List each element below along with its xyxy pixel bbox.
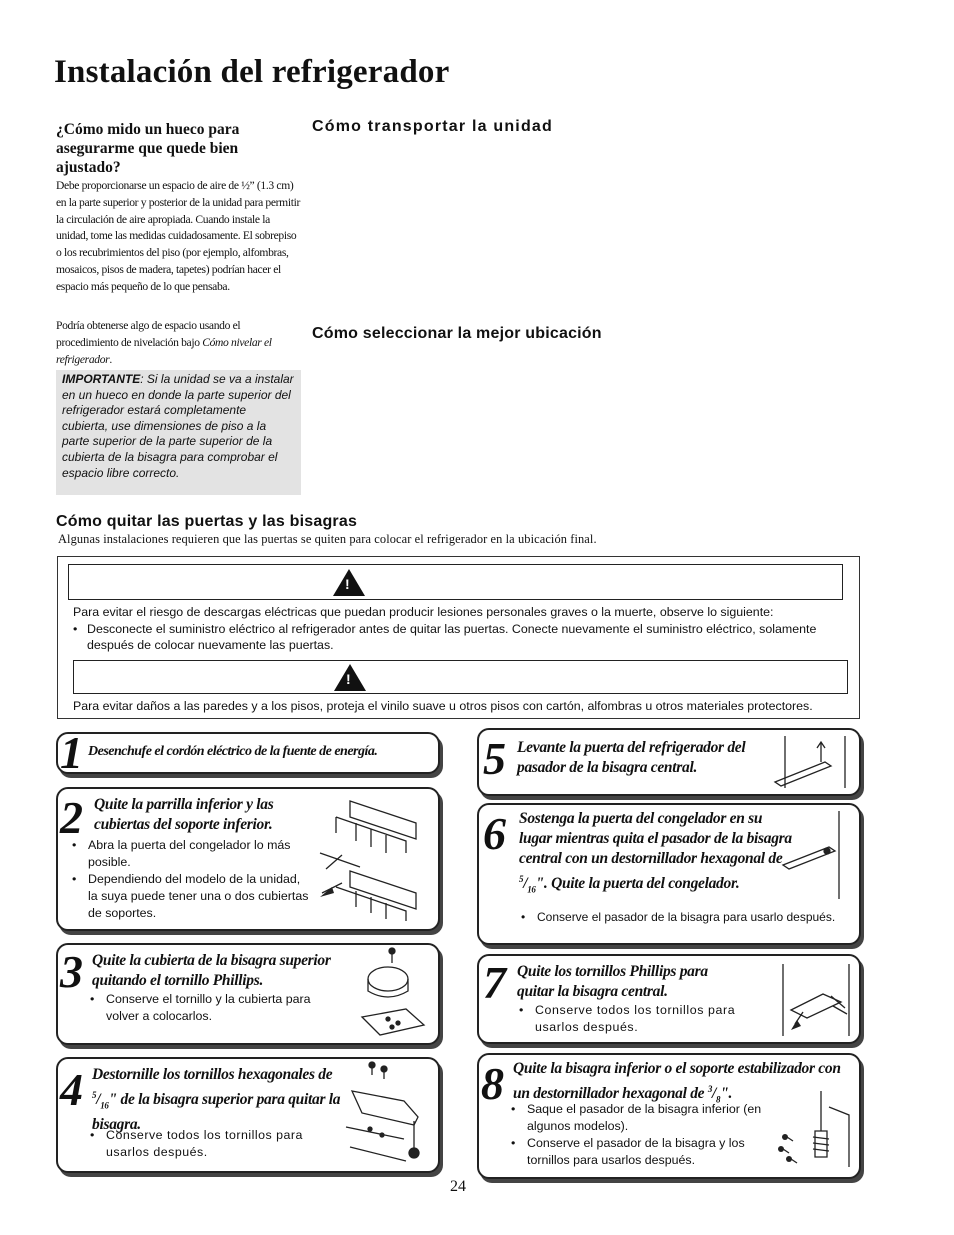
bullet-glyph: •: [73, 622, 78, 636]
caution-header-bar: [73, 660, 848, 694]
list-item: • Conserve el tornillo y la cubierta para volver a colocarlos.: [88, 991, 328, 1025]
step-bullets: [519, 909, 839, 925]
step-7: [477, 954, 861, 1044]
step-1: [56, 727, 440, 778]
step-title-text: ". Quite la puerta del congelador.: [535, 875, 740, 893]
fraction-numerator: 5: [92, 1090, 97, 1100]
step-number: 6: [483, 808, 506, 859]
measure-paragraph-2-text: Podría obtenerse algo de espacio usando el procedimiento de nivelación bajo: [56, 319, 241, 349]
fraction-denominator: 8: [716, 1094, 721, 1105]
step-number: 4: [60, 1064, 83, 1115]
step-title: Desenchufe el cordón eléctrico de la fuente de energía.: [88, 744, 378, 759]
measure-heading: ¿Cómo mido un hueco para asegurarme que quede bien ajustado?: [56, 121, 240, 176]
step-number: 2: [60, 792, 83, 843]
step-5: [477, 728, 861, 796]
center-hinge-screws-illustration: [773, 960, 855, 1038]
fraction-denominator: 16: [100, 1100, 109, 1111]
warning-box: [57, 556, 860, 719]
warning-bullet-text: Desconecte el suministro eléctrico al refrigerador antes de quitar las puertas. Conecte nuevamente el suministro eléctrico, solamente después de colocar nuevamente las puertas.: [87, 622, 817, 652]
step-title: Quite la cubierta de la bisagra superior quitando el tornillo Phillips.: [92, 952, 331, 989]
measure-paragraph-2-end: .: [109, 352, 112, 366]
list-item: • Conserve todos los tornillos para usarlos después.: [517, 1002, 757, 1036]
important-note-text: [62, 372, 294, 481]
step-number: 1: [60, 727, 83, 778]
step-bullets: [509, 1101, 779, 1169]
list-item: • Conserve todos los tornillos para usarlos después.: [88, 1127, 328, 1161]
step-4: [56, 1057, 440, 1173]
grille-illustration: [316, 793, 434, 925]
step-bullets: [88, 991, 328, 1025]
doors-heading: Cómo quitar las puertas y las bisagras: [56, 513, 358, 530]
location-heading: Cómo seleccionar la mejor ubicación: [312, 325, 602, 342]
step-title-text: " de la bisagra superior para quitar la bisagra.: [92, 1091, 341, 1134]
hinge-cover-illustration: [348, 947, 434, 1041]
freezer-door-illustration: [779, 809, 855, 901]
list-item: • Conserve el pasador de la bisagra para usarlo después.: [519, 909, 839, 925]
fraction-numerator: 3: [707, 1084, 713, 1094]
step-8: [477, 1053, 861, 1179]
step-title-text: Quite la bisagra inferior o el soporte estabilizador con un destornillador hexagonal de: [513, 1060, 841, 1103]
step-2: [56, 787, 440, 931]
step-number: 3: [60, 946, 83, 997]
step-title: Quite la bisagra inferior o el soporte estabilizador con un destornillador hexagonal de $^3/_8$".: [513, 1060, 841, 1105]
step-title-text: Destornille los tornillos hexagonales de: [92, 1066, 333, 1083]
warning-text: Para evitar el riesgo de descargas eléctricas que puedan producir lesiones personales graves o la muerte, observe lo siguiente:: [73, 605, 774, 619]
list-item: • Saque el pasador de la bisagra inferior (en algunos modelos).: [509, 1101, 779, 1135]
step-number: 8: [481, 1058, 504, 1109]
step-title: Destornille los tornillos hexagonales de $^5/_{16}$" de la bisagra superior para quitar la bisagra.: [92, 1066, 341, 1134]
measure-paragraph-2: [56, 318, 302, 368]
step-title-text: ".: [720, 1085, 733, 1103]
page-title: Instalación del refrigerador: [54, 54, 450, 90]
step-title: Quite la parrilla inferior y las cubiertas del soporte inferior.: [94, 796, 274, 833]
step-bullets: [70, 837, 310, 922]
step-number: 5: [483, 733, 506, 784]
list-item: • Abra la puerta del congelador lo más posible.: [70, 837, 310, 871]
bottom-hinge-illustration: [777, 1087, 857, 1175]
step-bullets: [517, 1002, 757, 1036]
list-item: • Conserve el pasador de la bisagra y los tornillos para usarlos después.: [509, 1135, 779, 1169]
step-6: [477, 803, 861, 945]
measure-paragraph-1: Debe proporcionarse un espacio de aire de ½” (1.3 cm) en la parte superior y posterior de la unidad para permitir la circulación de aire apropiada. Cuando instale la unidad, tome las medidas cuidadosamente. El sobrepiso o los recubrimientos del piso (por ejemplo, alfombras, mosaicos, pisos de madera, tapetes) podrían hacer el espacio más pequeño de lo que pensaba.: [56, 179, 300, 293]
exclamation-icon: !: [346, 671, 351, 687]
step-title: Sostenga la puerta del congelador en su lugar mientras quita el pasador de la bisagra central con un destornillador hexagonal de $^5/_{16}$". Quite la puerta del congelador.: [519, 810, 792, 895]
center-hinge-illustration: [765, 732, 855, 790]
doors-intro: Algunas instalaciones requieren que las puertas se quiten para colocar el refrigerador en la ubicación final.: [58, 532, 597, 546]
fraction-numerator: 5: [519, 874, 524, 884]
exclamation-icon: !: [345, 576, 350, 592]
fraction-denominator: 16: [527, 884, 536, 895]
caution-text: Para evitar daños a las paredes y a los pisos, proteja el vinilo suave u otros pisos con cartón, alfombras u otros materiales protectores.: [73, 699, 813, 713]
step-title-text: Sostenga la puerta del congelador en su lugar mientras quita el pasador de la bisagra central con un destornillador hexagonal de: [519, 810, 792, 867]
important-body: : Si la unidad se va a instalar en un hueco en donde la parte superior del refrigerador estará completamente cubierta, use dimensiones de piso a la parte superior de la parte superior de la cubierta de la bisagra para comprobar el espacio libre correcto.: [62, 372, 294, 480]
page-number: 24: [450, 1178, 466, 1195]
step-title: Quite los tornillos Phillips para quitar la bisagra central.: [517, 963, 708, 1000]
list-item: • Dependiendo del modelo de la unidad, la suya puede tener una o dos cubiertas de soportes.: [70, 871, 310, 922]
important-note: [56, 370, 301, 495]
warning-bullet: [73, 621, 853, 653]
top-hinge-illustration: [344, 1061, 436, 1167]
step-bullets: [88, 1127, 328, 1161]
important-label: IMPORTANTE: [62, 372, 141, 386]
warning-header-bar: [68, 564, 843, 600]
step-title: Levante la puerta del refrigerador del pasador de la bisagra central.: [517, 739, 746, 776]
transport-heading: Cómo transportar la unidad: [312, 118, 553, 135]
step-number: 7: [483, 957, 506, 1008]
step-3: [56, 943, 440, 1045]
leveling-reference: Cómo nivelar el refrigerador: [56, 335, 272, 366]
